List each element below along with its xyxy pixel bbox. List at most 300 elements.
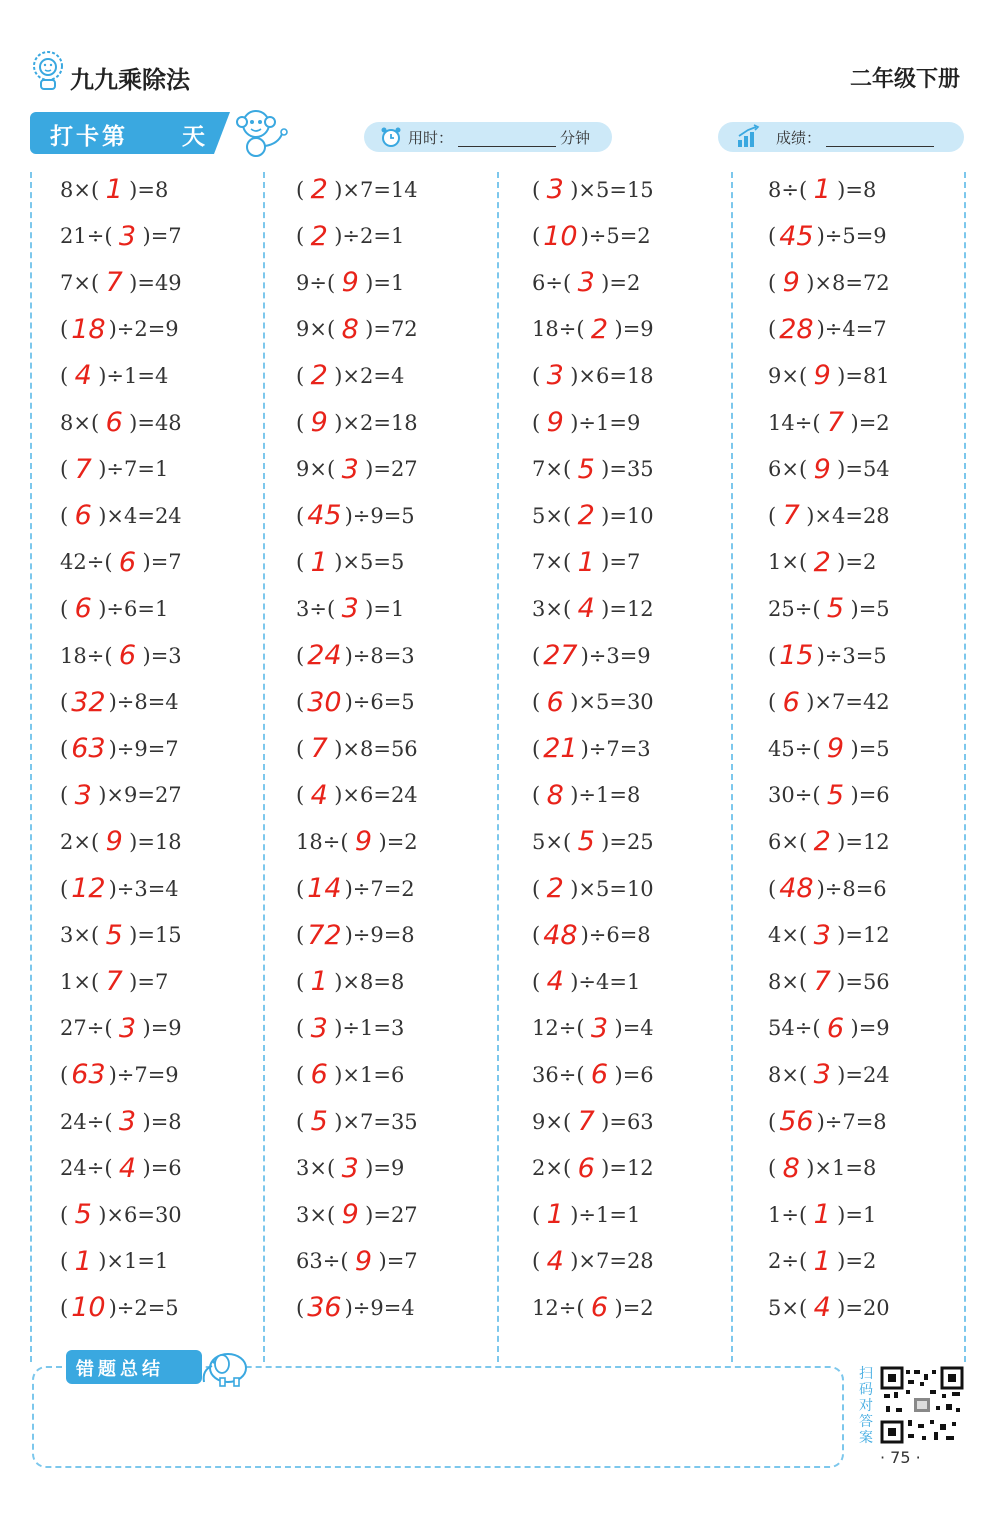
answer-blank[interactable]: 6 — [826, 1012, 845, 1044]
answer-blank[interactable]: 9 — [813, 360, 831, 392]
answer-blank[interactable]: 3 — [341, 593, 359, 625]
answer-blank[interactable]: 4 — [546, 966, 564, 998]
equation-suffix: )=2 — [837, 550, 877, 575]
equation-suffix: )÷8=4 — [108, 690, 179, 715]
answer-blank[interactable]: 7 — [105, 267, 123, 299]
equation-prefix: 25÷( — [768, 596, 821, 621]
answer-blank[interactable]: 56 — [779, 1106, 814, 1137]
equation-prefix: 6×( — [768, 457, 808, 482]
answer-blank[interactable]: 10 — [71, 1292, 106, 1324]
equation-row — [532, 1106, 654, 1146]
equation-row — [296, 733, 418, 773]
equation-prefix: ( — [60, 317, 69, 342]
equation-suffix: )=5 — [850, 596, 890, 621]
equation-prefix: 6÷( — [532, 270, 572, 295]
elephant-icon — [198, 1344, 252, 1388]
equation-prefix: ( — [60, 876, 69, 901]
equation-suffix: )×5=30 — [570, 690, 654, 715]
equation-prefix: ( — [296, 363, 305, 388]
equation-suffix: )=7 — [378, 1249, 418, 1274]
answer-blank[interactable]: 9 — [354, 1245, 373, 1277]
equation-row — [768, 174, 876, 214]
equation-row — [768, 500, 890, 540]
equation-suffix: )÷9=7 — [108, 736, 179, 761]
equation-prefix: 45÷( — [768, 736, 821, 761]
equation-row — [60, 267, 182, 307]
answer-blank[interactable]: 72 — [307, 919, 342, 951]
answer-blank[interactable]: 5 — [577, 826, 595, 858]
equation-suffix: )÷1=3 — [334, 1016, 405, 1041]
equation-suffix: )×5=15 — [570, 177, 654, 202]
equation-prefix: ( — [532, 736, 541, 761]
equation-prefix: 3×( — [60, 923, 100, 948]
answer-blank[interactable]: 9 — [826, 733, 845, 765]
equation-suffix: )=81 — [837, 363, 890, 388]
answer-blank[interactable]: 27 — [543, 640, 578, 671]
equation-prefix: ( — [296, 923, 305, 948]
equation-row — [296, 873, 415, 913]
equation-row — [532, 1059, 654, 1099]
equation-row — [60, 966, 168, 1006]
equation-prefix: ( — [60, 1062, 69, 1087]
answer-blank[interactable]: 14 — [307, 873, 342, 904]
equation-prefix: 54÷( — [768, 1016, 821, 1041]
equation-suffix: )=9 — [142, 1016, 182, 1041]
equation-suffix: )=12 — [837, 829, 890, 854]
answer-blank[interactable]: 24 — [307, 640, 342, 671]
answer-blank[interactable]: 2 — [310, 360, 328, 392]
equation-prefix: 9×( — [296, 457, 336, 482]
monkey-icon — [232, 104, 290, 160]
scan-answer-label: 扫码对答案 — [859, 1366, 873, 1446]
equation-prefix: 24÷( — [60, 1156, 113, 1181]
answer-blank[interactable]: 6 — [590, 1059, 609, 1091]
answer-blank[interactable]: 4 — [310, 779, 328, 811]
equation-suffix: )=1 — [837, 1202, 877, 1227]
equation-prefix: 36÷( — [532, 1062, 585, 1087]
answer-blank[interactable]: 3 — [118, 220, 137, 252]
equation-suffix: )÷2=9 — [108, 317, 179, 342]
equation-prefix: ( — [768, 270, 777, 295]
equation-prefix: 3×( — [296, 1156, 336, 1181]
equation-row — [296, 1106, 418, 1146]
answer-blank[interactable]: 4 — [118, 1152, 137, 1184]
equation-row — [296, 1199, 418, 1239]
equation-suffix: )÷5=2 — [580, 224, 651, 249]
answer-blank[interactable]: 3 — [341, 453, 359, 485]
equation-row — [532, 547, 640, 587]
answer-blank[interactable]: 5 — [577, 453, 595, 485]
equation-prefix: 18÷( — [532, 317, 585, 342]
equation-prefix: ( — [768, 690, 777, 715]
equation-suffix: )=4 — [614, 1016, 654, 1041]
equation-suffix: )÷7=3 — [580, 736, 651, 761]
equation-suffix: )=6 — [142, 1156, 182, 1181]
answer-blank[interactable]: 12 — [71, 873, 106, 904]
column-border — [30, 172, 32, 1362]
equation-row — [768, 1059, 890, 1099]
equation-row — [60, 920, 182, 960]
column-border — [731, 172, 733, 1362]
answer-blank[interactable]: 8 — [546, 779, 564, 811]
answer-blank[interactable]: 7 — [74, 453, 92, 485]
answer-blank[interactable]: 3 — [310, 1012, 328, 1044]
answer-blank[interactable]: 2 — [310, 220, 328, 252]
equation-suffix: )÷4=1 — [570, 969, 641, 994]
equation-prefix: 24÷( — [60, 1109, 113, 1134]
equation-suffix: )÷6=5 — [344, 690, 415, 715]
equation-prefix: 12÷( — [532, 1295, 585, 1320]
equation-suffix: )=49 — [129, 270, 182, 295]
equation-suffix: )×7=28 — [570, 1249, 654, 1274]
answer-blank[interactable]: 15 — [779, 640, 814, 671]
answer-blank[interactable]: 3 — [74, 779, 92, 811]
equation-suffix: )=9 — [365, 1156, 405, 1181]
time-label: 用时： — [408, 129, 454, 147]
equation-row — [532, 407, 640, 447]
equation-prefix: 8×( — [768, 969, 808, 994]
answer-blank[interactable]: 1 — [813, 1199, 831, 1231]
answer-blank[interactable]: 63 — [71, 733, 106, 765]
equation-row — [532, 920, 651, 960]
equation-suffix: )=12 — [601, 1156, 654, 1181]
equation-row — [296, 1153, 404, 1193]
answer-blank[interactable]: 45 — [307, 500, 342, 532]
answer-blank[interactable]: 7 — [105, 966, 123, 998]
answer-blank[interactable]: 6 — [105, 407, 123, 438]
equation-prefix: ( — [60, 736, 69, 761]
equation-row — [532, 1246, 654, 1286]
equation-prefix: ( — [768, 1109, 777, 1134]
equation-suffix: )÷7=2 — [344, 876, 415, 901]
answer-blank[interactable]: 7 — [310, 733, 328, 765]
equation-row — [532, 267, 640, 307]
answer-blank[interactable]: 8 — [341, 313, 359, 345]
equation-row — [768, 1199, 876, 1239]
equation-suffix: )×1=1 — [98, 1249, 169, 1274]
column-border — [497, 172, 499, 1362]
equation-suffix: )×8=72 — [806, 270, 890, 295]
answer-blank[interactable]: 18 — [71, 313, 106, 345]
equation-row — [60, 174, 168, 214]
equation-prefix: 2÷( — [768, 1249, 808, 1274]
equation-row — [768, 826, 890, 866]
equation-prefix: ( — [532, 923, 541, 948]
equation-prefix: 8÷( — [768, 177, 808, 202]
equation-suffix: )÷4=7 — [816, 317, 887, 342]
equation-prefix: 6×( — [768, 829, 808, 854]
answer-blank[interactable]: 6 — [118, 546, 137, 578]
equation-prefix: 8×( — [768, 1062, 808, 1087]
equation-prefix: 21÷( — [60, 224, 113, 249]
answer-blank[interactable]: 3 — [813, 1059, 831, 1091]
equation-row — [768, 1013, 890, 1053]
equation-row — [296, 314, 418, 354]
equation-suffix: )÷2=5 — [108, 1295, 179, 1320]
equation-prefix: 42÷( — [60, 550, 113, 575]
answer-blank[interactable]: 4 — [74, 360, 92, 392]
answer-blank[interactable]: 4 — [813, 1292, 831, 1324]
equation-row — [296, 920, 415, 960]
equation-prefix: ( — [296, 969, 305, 994]
equation-row — [60, 1153, 182, 1193]
equation-suffix: )×7=42 — [806, 690, 890, 715]
equation-suffix: )=15 — [129, 923, 182, 948]
equation-prefix: 5×( — [532, 503, 572, 528]
answer-blank[interactable]: 4 — [577, 593, 595, 625]
equation-row — [768, 780, 890, 820]
answer-blank[interactable]: 63 — [71, 1059, 106, 1091]
equation-prefix: ( — [768, 317, 777, 342]
answer-blank[interactable]: 3 — [118, 1106, 137, 1137]
equation-prefix: ( — [296, 876, 305, 901]
time-input-line[interactable] — [458, 146, 556, 147]
equation-prefix: ( — [768, 503, 777, 528]
equation-row — [768, 221, 887, 261]
answer-blank[interactable]: 1 — [310, 966, 328, 998]
answer-blank[interactable]: 9 — [546, 407, 564, 438]
equation-row — [296, 547, 404, 587]
equation-row — [532, 314, 654, 354]
equation-prefix: ( — [532, 1202, 541, 1227]
answer-blank[interactable]: 6 — [782, 686, 800, 718]
equation-suffix: )=2 — [601, 270, 641, 295]
equation-row — [60, 547, 182, 587]
answer-blank[interactable]: 2 — [590, 313, 609, 345]
answer-blank[interactable]: 3 — [118, 1012, 137, 1044]
equation-prefix: ( — [296, 1295, 305, 1320]
answer-blank[interactable]: 6 — [590, 1292, 609, 1324]
answer-blank[interactable]: 2 — [813, 546, 831, 578]
equation-prefix: 7×( — [60, 270, 100, 295]
answer-blank[interactable]: 1 — [105, 174, 123, 205]
equation-row — [768, 873, 887, 913]
equation-suffix: )=8 — [129, 177, 169, 202]
equation-row — [60, 640, 182, 680]
answer-blank[interactable]: 5 — [310, 1106, 328, 1137]
equation-prefix: ( — [532, 643, 541, 668]
equation-prefix: ( — [60, 503, 69, 528]
equation-suffix: )÷1=1 — [570, 1202, 641, 1227]
equation-suffix: )÷7=1 — [98, 457, 169, 482]
answer-blank[interactable]: 9 — [341, 267, 359, 299]
answer-blank[interactable]: 5 — [74, 1199, 92, 1231]
answer-blank[interactable]: 3 — [577, 267, 595, 299]
equation-prefix: 8×( — [60, 177, 100, 202]
answer-blank[interactable]: 45 — [779, 220, 814, 252]
equation-suffix: )=12 — [837, 923, 890, 948]
lion-icon — [30, 50, 66, 90]
equation-prefix: ( — [296, 1109, 305, 1134]
equation-prefix: ( — [296, 410, 305, 435]
equation-row — [296, 174, 418, 214]
equation-prefix: ( — [532, 363, 541, 388]
equation-row — [768, 267, 890, 307]
equation-suffix: )=7 — [129, 969, 169, 994]
equation-suffix: )=1 — [365, 270, 405, 295]
equation-suffix: )÷3=4 — [108, 876, 179, 901]
equation-prefix: ( — [532, 969, 541, 994]
equation-row — [60, 593, 168, 633]
equation-suffix: )×7=14 — [334, 177, 418, 202]
answer-blank[interactable]: 9 — [813, 453, 831, 485]
equation-row — [532, 1292, 654, 1332]
equation-prefix: 1×( — [60, 969, 100, 994]
equation-suffix: )÷6=1 — [98, 596, 169, 621]
equation-row — [768, 593, 890, 633]
equation-suffix: )÷9=5 — [344, 503, 415, 528]
equation-suffix: )=7 — [142, 550, 182, 575]
answer-blank[interactable]: 6 — [577, 1152, 595, 1184]
equation-suffix: )÷8=6 — [816, 876, 887, 901]
equation-row — [60, 221, 182, 261]
equation-row — [296, 826, 418, 866]
equation-row — [296, 593, 404, 633]
answer-blank[interactable]: 1 — [813, 174, 831, 205]
answer-blank[interactable]: 48 — [779, 873, 814, 904]
equation-row — [768, 314, 887, 354]
equation-row — [768, 547, 876, 587]
equation-suffix: )=2 — [837, 1249, 877, 1274]
equation-row — [296, 500, 415, 540]
answer-blank[interactable]: 28 — [779, 313, 814, 345]
answer-blank[interactable]: 1 — [74, 1245, 92, 1277]
equation-row — [296, 1246, 418, 1286]
answer-blank[interactable]: 3 — [813, 919, 831, 951]
answer-blank[interactable]: 5 — [826, 779, 845, 811]
equation-prefix: 9÷( — [296, 270, 336, 295]
equation-suffix: )×2=18 — [334, 410, 418, 435]
equation-prefix: ( — [532, 1249, 541, 1274]
answer-blank[interactable]: 7 — [813, 966, 831, 998]
column-border — [964, 172, 966, 1362]
equation-row — [296, 221, 404, 261]
equation-suffix: )×7=35 — [334, 1109, 418, 1134]
equation-prefix: 30÷( — [768, 783, 821, 808]
equation-prefix: 14÷( — [768, 410, 821, 435]
equation-row — [532, 873, 654, 913]
answer-blank[interactable]: 32 — [71, 686, 106, 718]
answer-blank[interactable]: 2 — [310, 174, 328, 205]
equation-suffix: )÷6=8 — [580, 923, 651, 948]
equation-suffix: )×4=24 — [98, 503, 182, 528]
answer-blank[interactable]: 10 — [543, 220, 578, 252]
equation-row — [768, 733, 890, 773]
equation-prefix: ( — [60, 457, 69, 482]
answer-blank[interactable]: 5 — [105, 919, 123, 951]
equation-prefix: ( — [532, 410, 541, 435]
equation-suffix: )÷9=4 — [344, 1295, 415, 1320]
equation-suffix: )=24 — [837, 1062, 890, 1087]
answer-blank[interactable]: 3 — [590, 1012, 609, 1044]
answer-blank[interactable]: 3 — [546, 360, 564, 392]
equation-prefix: 3×( — [532, 596, 572, 621]
answer-blank[interactable]: 6 — [74, 593, 92, 625]
equation-prefix: 18÷( — [60, 643, 113, 668]
answer-blank[interactable]: 1 — [813, 1245, 831, 1277]
answer-blank[interactable]: 6 — [74, 500, 92, 532]
equation-prefix: 9×( — [768, 363, 808, 388]
equation-prefix: 1×( — [768, 550, 808, 575]
equation-suffix: )÷8=3 — [344, 643, 415, 668]
equation-prefix: 2×( — [60, 829, 100, 854]
grade-label: 二年级下册 — [849, 67, 960, 92]
equation-suffix: )×8=56 — [334, 736, 418, 761]
answer-blank[interactable]: 9 — [310, 407, 328, 438]
equation-suffix: )=2 — [850, 410, 890, 435]
answer-blank[interactable]: 3 — [546, 174, 564, 205]
equation-row — [532, 360, 654, 400]
equation-prefix: ( — [532, 876, 541, 901]
answer-blank[interactable]: 7 — [577, 1106, 595, 1137]
equation-row — [296, 1292, 415, 1332]
answer-blank[interactable]: 48 — [543, 919, 578, 951]
equation-suffix: )÷7=9 — [108, 1062, 179, 1087]
equation-prefix: ( — [60, 1202, 69, 1227]
score-input-line[interactable] — [826, 146, 934, 147]
equation-suffix: )=63 — [601, 1109, 654, 1134]
equation-suffix: )×1=6 — [334, 1062, 405, 1087]
equation-row — [60, 1013, 182, 1053]
answer-blank[interactable]: 9 — [341, 1199, 359, 1231]
equation-row — [768, 1292, 890, 1332]
answer-blank[interactable]: 6 — [546, 686, 564, 718]
answer-blank[interactable]: 9 — [354, 826, 373, 858]
answer-blank[interactable]: 5 — [826, 593, 845, 625]
equation-row — [296, 780, 418, 820]
answer-blank[interactable]: 4 — [546, 1245, 564, 1277]
answer-blank[interactable]: 2 — [577, 500, 595, 532]
answer-blank[interactable]: 1 — [577, 546, 595, 578]
equation-row — [532, 593, 654, 633]
answer-blank[interactable]: 21 — [543, 733, 578, 765]
equation-suffix: )=8 — [142, 1109, 182, 1134]
equation-suffix: )=48 — [129, 410, 182, 435]
equation-row — [296, 1013, 404, 1053]
equation-prefix: 9×( — [532, 1109, 572, 1134]
equation-prefix: ( — [296, 690, 305, 715]
answer-blank[interactable]: 1 — [546, 1199, 564, 1231]
equation-suffix: )=2 — [378, 829, 418, 854]
answer-blank[interactable]: 1 — [310, 546, 328, 578]
answer-blank[interactable]: 3 — [341, 1152, 359, 1184]
answer-blank[interactable]: 7 — [826, 407, 845, 438]
answer-blank[interactable]: 9 — [105, 826, 123, 858]
equation-prefix: ( — [296, 503, 305, 528]
answer-blank[interactable]: 6 — [118, 640, 137, 671]
qr-code-icon[interactable] — [880, 1366, 964, 1444]
equation-suffix: )÷9=8 — [344, 923, 415, 948]
answer-blank[interactable]: 2 — [546, 873, 564, 904]
equation-suffix: )×4=28 — [806, 503, 890, 528]
equation-row — [296, 360, 404, 400]
equation-suffix: )=8 — [837, 177, 877, 202]
answer-blank[interactable]: 6 — [310, 1059, 328, 1091]
answer-blank[interactable]: 7 — [782, 500, 800, 532]
equation-suffix: )×5=5 — [334, 550, 405, 575]
answer-blank[interactable]: 9 — [782, 267, 800, 299]
answer-blank[interactable]: 8 — [782, 1152, 800, 1184]
answer-blank[interactable]: 2 — [813, 826, 831, 858]
answer-blank[interactable]: 36 — [307, 1292, 342, 1324]
equation-suffix: )×2=4 — [334, 363, 405, 388]
mistake-summary-label: 错题总结 — [76, 1359, 164, 1380]
equation-row — [296, 966, 404, 1006]
equation-prefix: 12÷( — [532, 1016, 585, 1041]
answer-blank[interactable]: 30 — [307, 686, 342, 718]
equation-row — [532, 640, 651, 680]
equation-prefix: 7×( — [532, 550, 572, 575]
